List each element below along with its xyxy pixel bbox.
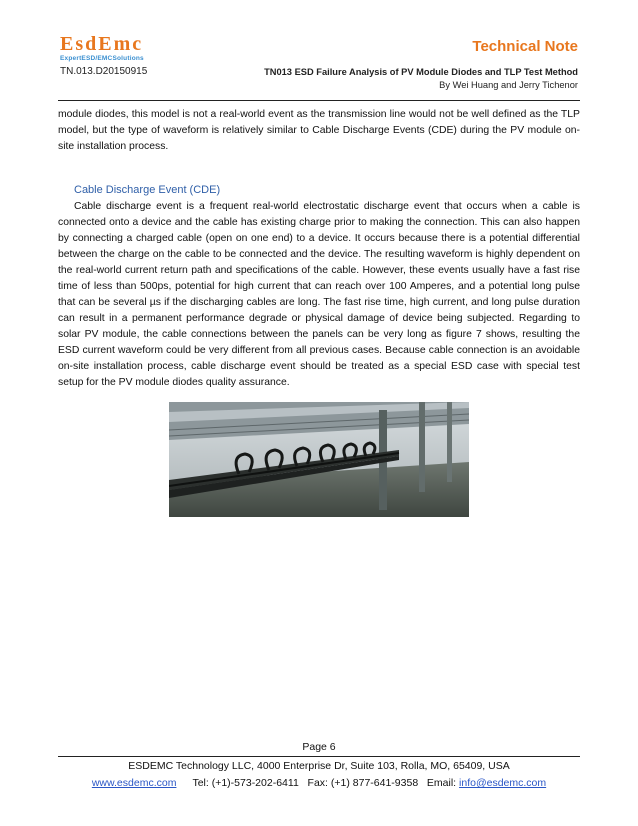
paragraph-cde: Cable discharge event is a frequent real-world electrostatic discharge event that occurs when a cable is connected onto a device and the cable has existing charge prior to making the connection. This can also happen by connecting a charged cable (open on one end) to a device. It occurs because there is a potential differential between the charge on the cable to be connected and the device. The resulting waveform is highly dependent on the real-world current return path and specifications of the cable. However, these events usually have a fast rise time of less than 500ps, potential for high current that can reach over 100 Amperes, and a potential long pulse that can be several µs if the discharging cables are long. The fast rise time, high current, and long pulse duration can result in a permanent performance degrade or physical damage of device being subjected. Regarding to solar PV module, the cable connections between the panels can be very long as figure 7 shows, resulting the ESD current waveform could be very different from all previous cases. Because cable connection is an avoidable on-site installation process, cable discharge event should be treated as a special ESD case with special test setup for the PV module diodes quality assurance. <box>58 201 580 388</box>
logo-tagline: ExpertESD/EMCSolutions <box>60 55 144 62</box>
page-number: Page 6 <box>302 741 336 753</box>
header-divider <box>58 100 580 101</box>
figure-cable-photo <box>169 402 469 517</box>
company-logo <box>60 34 180 63</box>
email-link[interactable]: info@esdemc.com <box>459 777 547 789</box>
note-type-label: Technical Note <box>472 38 578 55</box>
logo-wordmark: EsdEmc <box>60 33 144 55</box>
website-link[interactable]: www.esdemc.com <box>91 777 177 789</box>
footer-tel: Tel: (+1)-573-202-6411 <box>192 777 299 789</box>
footer-divider <box>58 756 580 757</box>
paragraph-continuation: module diodes, this model is not a real-world event as the transmission line would not be well defined as the TLP model, but the type of waveform is relatively similar to Cable Discharge Events (CDE) during the PV module on-site installation process. <box>58 109 580 152</box>
document-authors: By Wei Huang and Jerry Tichenor <box>439 80 578 90</box>
footer-company-address: ESDEMC Technology LLC, 4000 Enterprise Dr, Suite 103, Rolla, MO, 65409, USA <box>128 760 510 772</box>
cable-photo-illustration <box>169 402 469 517</box>
document-id: TN.013.D20150915 <box>60 66 148 77</box>
footer-email-label: Email: <box>426 777 457 789</box>
footer-contact <box>0 777 638 789</box>
section-heading: Cable Discharge Event (CDE) <box>74 184 221 196</box>
footer-fax: Fax: (+1) 877-641-9358 <box>307 777 419 789</box>
document-title: TN013 ESD Failure Analysis of PV Module Diodes and TLP Test Method <box>264 67 578 77</box>
